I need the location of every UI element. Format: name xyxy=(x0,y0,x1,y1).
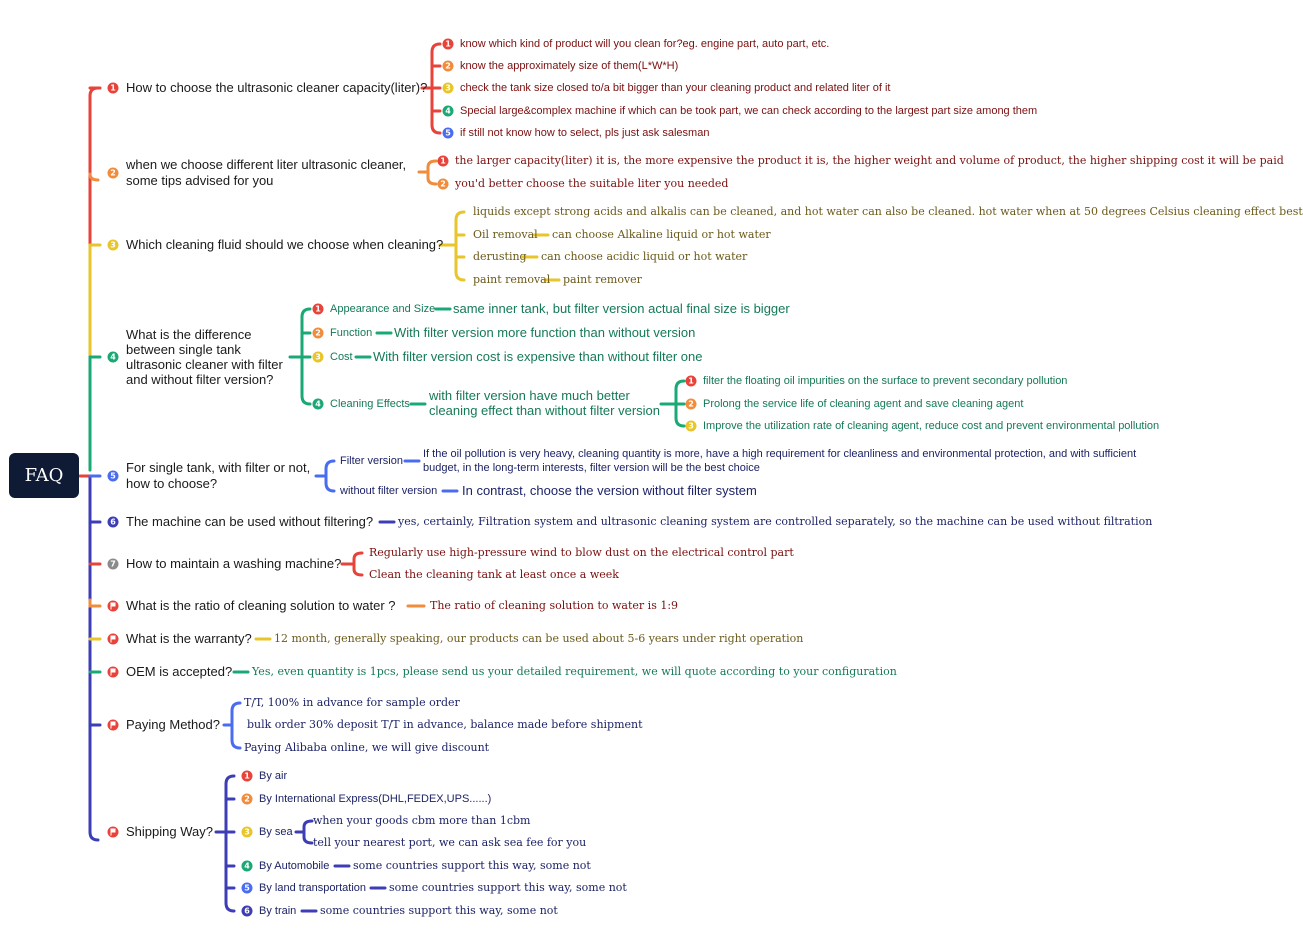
number-badge-icon: 3 xyxy=(108,240,119,251)
q12-answer[interactable]: some countries support this way, some not xyxy=(353,858,591,872)
q5-item[interactable]: without filter version xyxy=(340,484,438,497)
number-badge-icon: 5 xyxy=(242,883,253,894)
q3-answer[interactable]: paint remover xyxy=(563,272,642,286)
q5-item[interactable]: Filter version xyxy=(340,454,403,467)
q12-item[interactable]: By train xyxy=(259,904,297,917)
q11-item[interactable]: bulk order 30% deposit T/T in advance, balance made before shipment xyxy=(247,717,643,731)
q11-item[interactable]: Paying Alibaba online, we will give discount xyxy=(244,740,490,754)
q12-item[interactable]: By land transportation xyxy=(259,881,367,894)
q3-item[interactable]: Oil removal xyxy=(473,227,538,241)
number-badge-icon: 4 xyxy=(108,352,119,363)
number-badge-icon: 3 xyxy=(313,352,324,363)
question-6[interactable]: The machine can be used without filtering? xyxy=(126,513,374,529)
q4-item[interactable]: Appearance and Size xyxy=(330,302,436,315)
flag-icon xyxy=(108,667,119,678)
number-badge-icon: 1 xyxy=(108,83,119,94)
flag-icon xyxy=(108,827,119,838)
q5-answer-line2[interactable]: budget, in the long-term interests, filter version will be the best choice xyxy=(423,461,760,474)
question-2-line2[interactable]: some tips advised for you xyxy=(126,172,274,188)
number-badge-icon: 2 xyxy=(686,399,697,410)
q3-answer[interactable]: can choose Alkaline liquid or hot water xyxy=(552,227,771,241)
number-badge-icon: 1 xyxy=(443,39,454,50)
flag-icon xyxy=(108,634,119,645)
question-5-line2[interactable]: how to choose? xyxy=(126,475,218,491)
q4-answer[interactable]: same inner tank, but filter version actual final size is bigger xyxy=(453,300,790,316)
number-badge-icon: 7 xyxy=(108,559,119,570)
number-badge-icon: 3 xyxy=(686,421,697,432)
question-10[interactable]: OEM is accepted? xyxy=(126,663,233,679)
question-2-line1[interactable]: when we choose different liter ultrasonic cleaner, xyxy=(126,156,407,172)
q1-item[interactable]: know the approximately size of them(L*W*H) xyxy=(460,59,679,72)
question-4-line2[interactable]: between single tank xyxy=(126,341,241,357)
number-badge-icon: 2 xyxy=(443,61,454,72)
q4-answer[interactable]: With filter version more function than without version xyxy=(394,324,696,340)
question-4-line1[interactable]: What is the difference xyxy=(126,326,252,342)
number-badge-icon: 6 xyxy=(242,906,253,917)
flag-icon xyxy=(108,720,119,731)
q12-subitem[interactable]: when your goods cbm more than 1cbm xyxy=(313,813,531,827)
q1-item[interactable]: check the tank size closed to/a bit bigger than your cleaning product and related liter of it xyxy=(460,81,891,94)
number-badge-icon: 3 xyxy=(443,83,454,94)
q12-item[interactable]: By air xyxy=(259,769,288,782)
root-node-faq[interactable] xyxy=(9,453,79,498)
q3-item[interactable]: paint removal xyxy=(473,272,551,286)
q12-item[interactable]: By sea xyxy=(259,825,293,838)
question-7[interactable]: How to maintain a washing machine? xyxy=(126,555,342,571)
q3-answer[interactable]: can choose acidic liquid or hot water xyxy=(541,249,748,263)
q12-item[interactable]: By Automobile xyxy=(259,859,330,872)
number-badge-icon: 1 xyxy=(313,304,324,315)
number-badge-icon: 1 xyxy=(686,376,697,387)
q2-item[interactable]: you'd better choose the suitable liter you needed xyxy=(455,176,729,190)
q8-answer[interactable]: The ratio of cleaning solution to water is 1:9 xyxy=(430,598,679,612)
q12-answer[interactable]: some countries support this way, some not xyxy=(389,880,627,894)
q1-item[interactable]: if still not know how to select, pls just ask salesman xyxy=(460,126,710,139)
q12-answer[interactable]: some countries support this way, some not xyxy=(320,903,558,917)
q4-answer-line2[interactable]: cleaning effect than without filter version xyxy=(429,402,661,418)
question-11[interactable]: Paying Method? xyxy=(126,716,220,732)
question-12[interactable]: Shipping Way? xyxy=(126,823,213,839)
q4-item[interactable]: Function xyxy=(330,326,373,339)
number-badge-icon: 2 xyxy=(242,794,253,805)
number-badge-icon: 3 xyxy=(242,827,253,838)
q5-answer-line1[interactable]: If the oil pollution is very heavy, cleaning quantity is more, have a high requirement for cleanliness and environmental protection, and with sufficient xyxy=(423,447,1137,460)
q10-answer[interactable]: Yes, even quantity is 1pcs, please send us your detailed requirement, we will quote according to your configuration xyxy=(252,664,897,678)
number-badge-icon: 1 xyxy=(438,156,449,167)
question-4-line4[interactable]: and without filter version? xyxy=(126,371,274,387)
q7-item[interactable]: Clean the cleaning tank at least once a week xyxy=(369,567,619,581)
number-badge-icon: 4 xyxy=(313,399,324,410)
q4-subitem[interactable]: Prolong the service life of cleaning agent and save cleaning agent xyxy=(703,397,1024,410)
q12-item[interactable]: By International Express(DHL,FEDEX,UPS......) xyxy=(259,792,492,805)
q3-item[interactable]: liquids except strong acids and alkalis can be cleaned, and hot water can also be cleaned. hot water when at 50 degrees Celsius cleaning effect best xyxy=(473,204,1303,218)
root-label: FAQ xyxy=(24,465,64,486)
question-4-line3[interactable]: ultrasonic cleaner with filter xyxy=(126,356,283,372)
q2-item[interactable]: the larger capacity(liter) it is, the more expensive the product it is, the higher weight and volume of product, the higher shipping cost it will be paid xyxy=(455,153,1284,167)
q9-answer[interactable]: 12 month, generally speaking, our products can be used about 5-6 years under right operation xyxy=(274,631,804,645)
number-badge-icon: 2 xyxy=(313,328,324,339)
number-badge-icon: 4 xyxy=(242,861,253,872)
q4-subitem[interactable]: Improve the utilization rate of cleaning agent, reduce cost and prevent environmental pollution xyxy=(703,419,1160,432)
number-badge-icon: 6 xyxy=(108,517,119,528)
q4-answer-line1[interactable]: with filter version have much better xyxy=(429,387,630,403)
number-badge-icon: 2 xyxy=(438,179,449,190)
q4-item[interactable]: Cost xyxy=(330,350,353,363)
question-3[interactable]: Which cleaning fluid should we choose when cleaning? xyxy=(126,236,444,252)
question-8[interactable]: What is the ratio of cleaning solution to water ? xyxy=(126,597,396,613)
question-5-line1[interactable]: For single tank, with filter or not, xyxy=(126,459,311,475)
number-badge-icon: 5 xyxy=(443,128,454,139)
number-badge-icon: 4 xyxy=(443,106,454,117)
q7-item[interactable]: Regularly use high-pressure wind to blow dust on the electrical control part xyxy=(369,545,794,559)
q5-answer[interactable]: In contrast, choose the version without filter system xyxy=(462,482,757,498)
q6-answer[interactable]: yes, certainly, Filtration system and ultrasonic cleaning system are controlled separately, so the machine can be used without filtration xyxy=(398,514,1153,528)
q1-item[interactable]: Special large&complex machine if which can be took part, we can check according to the largest part size among them xyxy=(460,104,1038,117)
flag-icon xyxy=(108,601,119,612)
number-badge-icon: 1 xyxy=(242,771,253,782)
question-9[interactable]: What is the warranty? xyxy=(126,630,252,646)
number-badge-icon: 5 xyxy=(108,471,119,482)
q11-item[interactable]: T/T, 100% in advance for sample order xyxy=(244,695,460,709)
q4-item[interactable]: Cleaning Effects xyxy=(330,397,410,410)
q12-subitem[interactable]: tell your nearest port, we can ask sea fee for you xyxy=(313,835,587,849)
question-1[interactable]: How to choose the ultrasonic cleaner capacity(liter)? xyxy=(126,79,428,95)
number-badge-icon: 2 xyxy=(108,168,119,179)
q3-item[interactable]: derusting xyxy=(473,249,527,263)
q4-subitem[interactable]: filter the floating oil impurities on the surface to prevent secondary pollution xyxy=(703,374,1068,387)
q4-answer[interactable]: With filter version cost is expensive than without filter one xyxy=(373,348,703,364)
q1-item[interactable]: know which kind of product will you clean for?eg. engine part, auto part, etc. xyxy=(460,37,830,50)
